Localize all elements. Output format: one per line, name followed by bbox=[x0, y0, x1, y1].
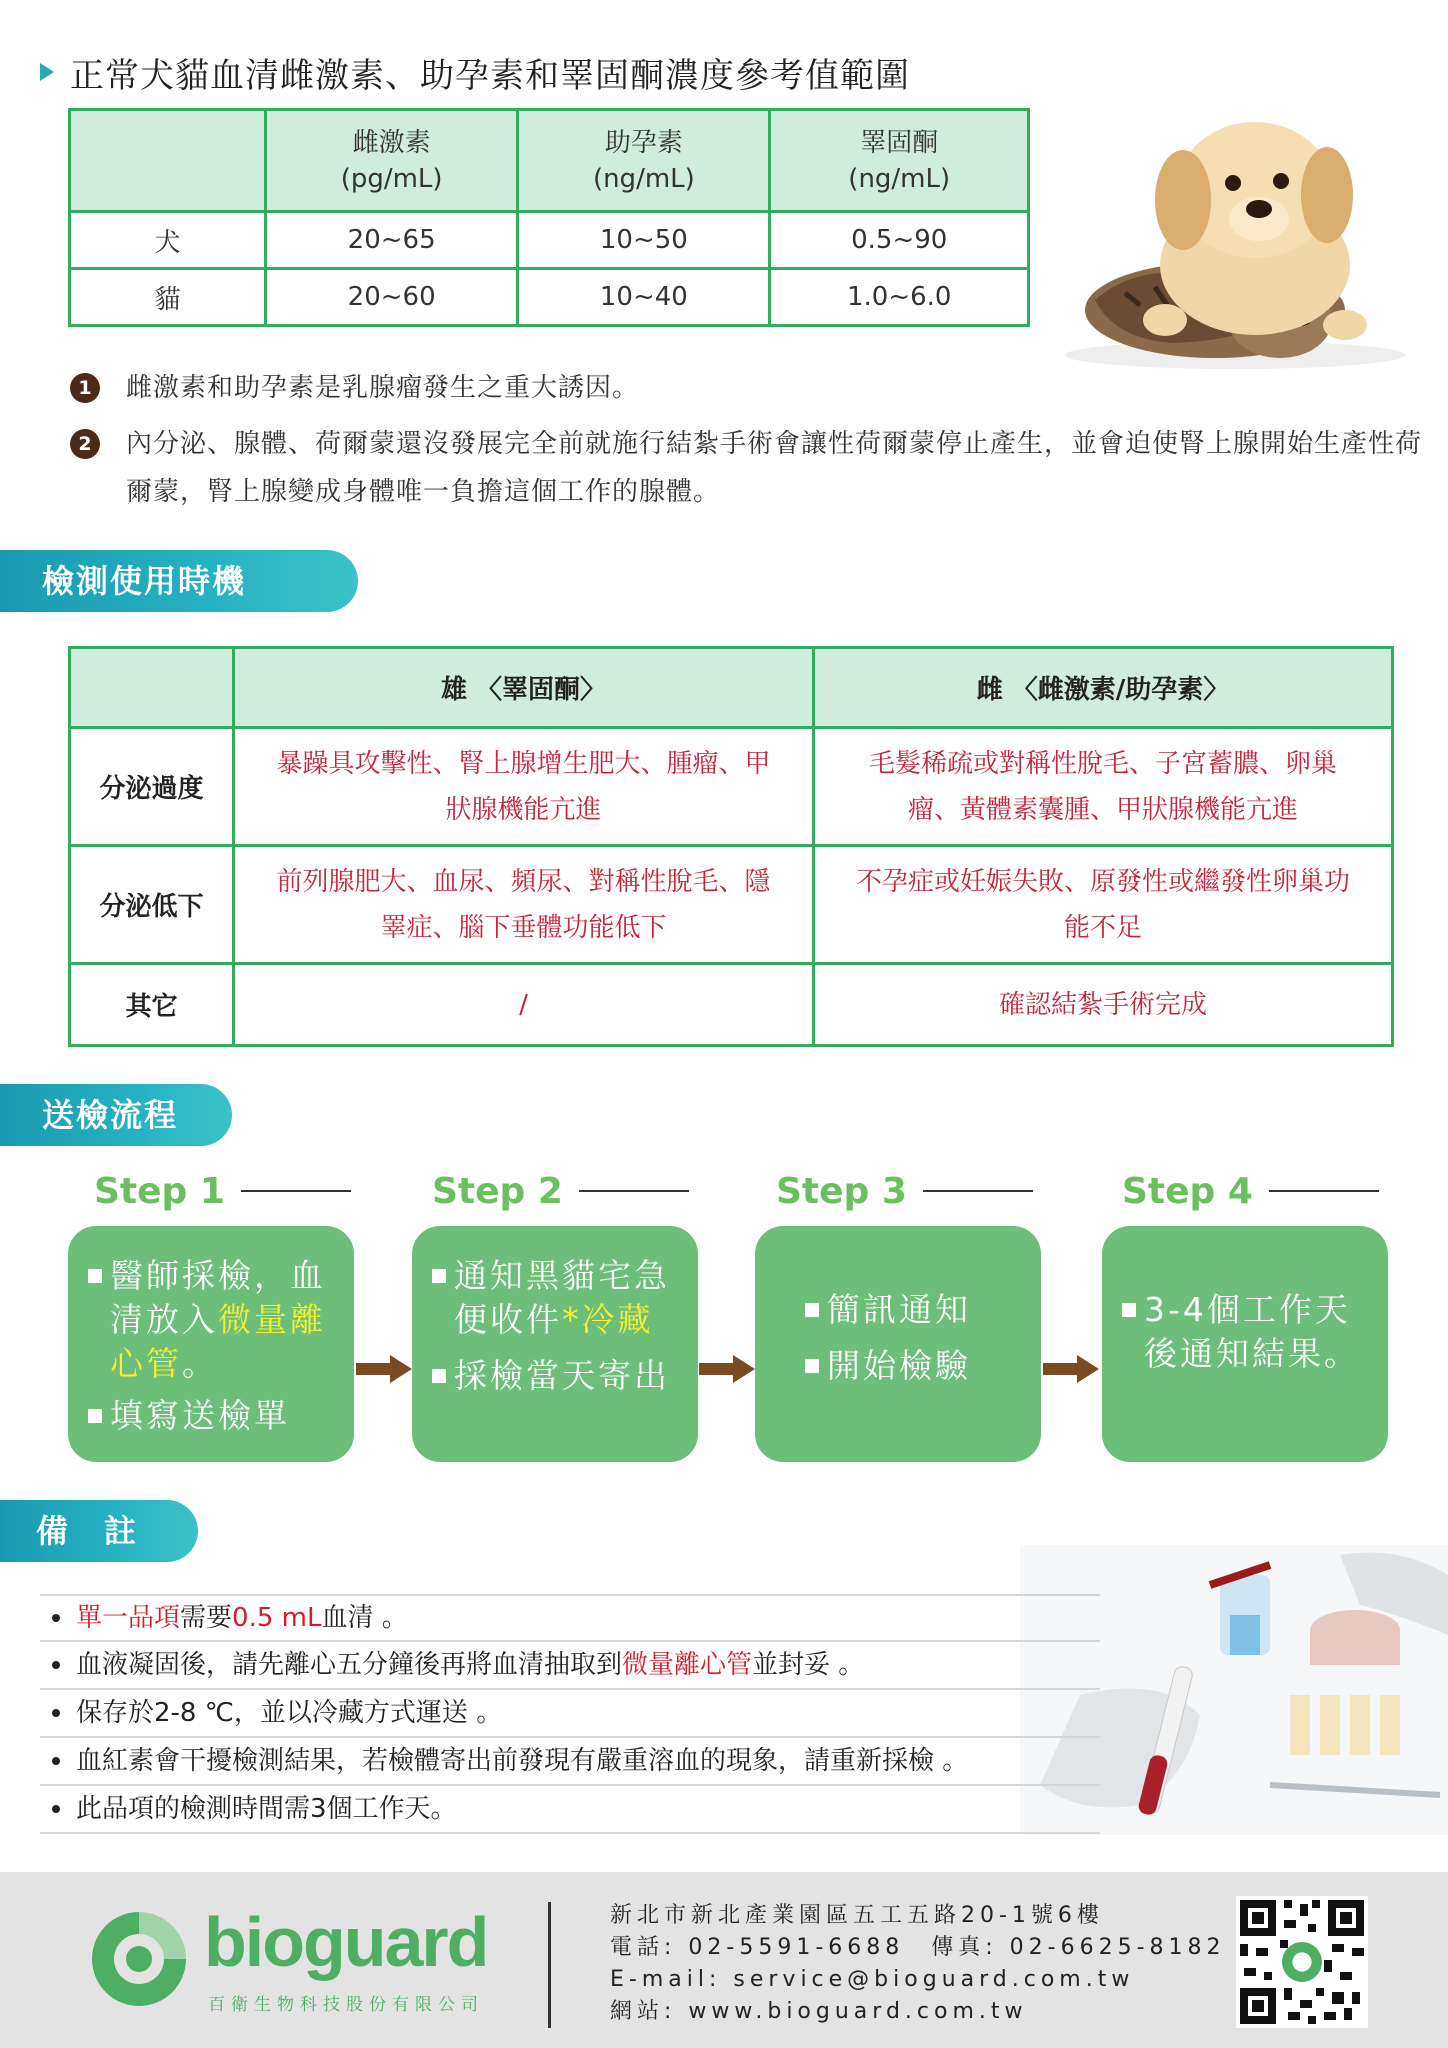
table-cell: 20~65 bbox=[266, 212, 518, 269]
header-progesterone: 助孕素 (ng/mL) bbox=[518, 110, 770, 212]
square-bullet-icon bbox=[805, 1303, 819, 1317]
list-item: 採檢當天寄出 bbox=[432, 1354, 684, 1398]
logo-wordmark: bioguard bbox=[204, 1903, 488, 1981]
header-estrogen: 雌激素 (pg/mL) bbox=[266, 110, 518, 212]
bullet-icon bbox=[52, 1661, 60, 1669]
timing-table-header bbox=[70, 648, 1393, 728]
step-label: Step 4 bbox=[1122, 1170, 1253, 1212]
number-1-icon: 1 bbox=[70, 373, 100, 403]
reference-title-text: 正常犬貓血清雌激素、助孕素和睪固酮濃度參考值範圍 bbox=[70, 55, 910, 96]
arrow-right-icon bbox=[699, 1355, 755, 1383]
arrow-right-icon bbox=[1043, 1355, 1099, 1383]
list-item: 3-4個工作天後通知結果。 bbox=[1122, 1288, 1374, 1376]
section-banner-process: 送檢流程 bbox=[0, 1084, 232, 1146]
list-item: 填寫送檢單 bbox=[88, 1394, 340, 1438]
list-item: 簡訊通知 bbox=[805, 1288, 1027, 1332]
row-label: 其它 bbox=[70, 964, 234, 1046]
row-label-dog: 犬 bbox=[70, 212, 266, 269]
row-label: 分泌過度 bbox=[70, 728, 234, 846]
website-link[interactable]: 網站: www.bioguard.com.tw bbox=[610, 1999, 1028, 2024]
section-banner-timing: 檢測使用時機 bbox=[0, 550, 358, 612]
step-3-box bbox=[755, 1226, 1041, 1462]
step-1-box bbox=[68, 1226, 354, 1462]
number-2-icon: 2 bbox=[70, 429, 100, 459]
step-2-box bbox=[412, 1226, 698, 1462]
company-logo bbox=[84, 1902, 504, 2022]
header-empty-cell bbox=[70, 110, 266, 212]
header-empty-cell bbox=[70, 648, 234, 728]
list-item: 開始檢驗 bbox=[805, 1344, 1027, 1388]
puppy-kitten-photo bbox=[1055, 115, 1415, 375]
table-cell: 20~60 bbox=[266, 269, 518, 326]
step-4-box bbox=[1102, 1226, 1388, 1462]
phone-fax: 電話: 02-5591-6688 傳真: 02-6625-8182 bbox=[610, 1935, 1226, 1960]
timing-table bbox=[68, 646, 1394, 1047]
bullet-icon bbox=[52, 1614, 60, 1622]
table-cell: / bbox=[234, 964, 814, 1046]
qr-code-icon[interactable] bbox=[1236, 1896, 1368, 2028]
step-2-header bbox=[432, 1166, 689, 1216]
section-banner-remarks: 備 註 bbox=[0, 1500, 198, 1562]
table-cell: 前列腺肥大、血尿、頻尿、對稱性脫毛、隱睪症、腦下垂體功能低下 bbox=[234, 846, 814, 964]
footer bbox=[0, 1872, 1448, 2048]
step-label: Step 3 bbox=[776, 1170, 907, 1212]
note-item bbox=[70, 364, 1426, 412]
table-cell: 10~50 bbox=[518, 212, 770, 269]
note-text: 雌激素和助孕素是乳腺瘤發生之重大誘因。 bbox=[126, 373, 640, 403]
table-row bbox=[70, 728, 1393, 846]
note-text: 內分泌、腺體、荷爾蒙還沒發展完全前就施行結紮手術會讓性荷爾蒙停止產生，並會迫使腎上腺開始生產性荷爾蒙，腎上腺變成身體唯一負擔這個工作的腺體。 bbox=[126, 429, 1423, 507]
square-bullet-icon bbox=[805, 1359, 819, 1373]
table-row bbox=[70, 212, 1029, 269]
table-row bbox=[70, 846, 1393, 964]
bullet-icon bbox=[52, 1757, 60, 1765]
step-label: Step 1 bbox=[94, 1170, 225, 1212]
table-cell: 不孕症或妊娠失敗、原發性或繼發性卵巢功能不足 bbox=[814, 846, 1393, 964]
arrow-right-icon bbox=[356, 1355, 412, 1383]
bioguard-swirl-icon bbox=[84, 1904, 194, 2014]
divider bbox=[548, 1902, 551, 2028]
remarks-list bbox=[40, 1594, 1100, 1834]
step-1-header bbox=[94, 1166, 351, 1216]
square-bullet-icon bbox=[432, 1369, 446, 1383]
square-bullet-icon bbox=[1122, 1303, 1136, 1317]
square-bullet-icon bbox=[88, 1269, 102, 1283]
table-cell: 確認結紮手術完成 bbox=[814, 964, 1393, 1046]
table-row bbox=[70, 964, 1393, 1046]
header-male: 雄 〈睪固酮〉 bbox=[234, 648, 814, 728]
table-row bbox=[70, 269, 1029, 326]
reference-table-header bbox=[70, 110, 1029, 212]
step-label: Step 2 bbox=[432, 1170, 563, 1212]
table-cell: 暴躁具攻擊性、腎上腺增生肥大、腫瘤、甲狀腺機能亢進 bbox=[234, 728, 814, 846]
row-label: 分泌低下 bbox=[70, 846, 234, 964]
table-cell: 10~40 bbox=[518, 269, 770, 326]
list-item: 血紅素會干擾檢測結果，若檢體寄出前發現有嚴重溶血的現象，請重新採檢 。 bbox=[40, 1738, 1100, 1786]
row-label-cat: 貓 bbox=[70, 269, 266, 326]
table-cell: 毛髮稀疏或對稱性脫毛、子宮蓄膿、卵巢瘤、黃體素囊腫、甲狀腺機能亢進 bbox=[814, 728, 1393, 846]
divider bbox=[579, 1190, 689, 1192]
header-female: 雌 〈雌激素/助孕素〉 bbox=[814, 648, 1393, 728]
table-cell: 0.5~90 bbox=[770, 212, 1029, 269]
reference-table bbox=[68, 108, 1030, 327]
list-item: 醫師採檢，血清放入微量離心管。 bbox=[88, 1254, 340, 1386]
bullet-icon bbox=[52, 1709, 60, 1717]
list-item: 此品項的檢測時間需3個工作天。 bbox=[40, 1786, 1100, 1834]
divider bbox=[241, 1190, 351, 1192]
list-item: 保存於2-8 ℃，並以冷藏方式運送 。 bbox=[40, 1690, 1100, 1738]
square-bullet-icon bbox=[432, 1269, 446, 1283]
contact-info bbox=[610, 1900, 1226, 2028]
company-name: 百衛生物科技股份有限公司 bbox=[208, 1995, 484, 2015]
step-3-header bbox=[776, 1166, 1033, 1216]
note-item bbox=[70, 420, 1426, 516]
address: 新北市新北產業園區五工五路20-1號6樓 bbox=[610, 1903, 1104, 1928]
divider bbox=[1269, 1190, 1379, 1192]
square-bullet-icon bbox=[88, 1409, 102, 1423]
step-4-header bbox=[1122, 1166, 1379, 1216]
list-item: 血液凝固後，請先離心五分鐘後再將血清抽取到 微量離心管 並封妥 。 bbox=[40, 1642, 1100, 1690]
header-testosterone: 睪固酮 (ng/mL) bbox=[770, 110, 1029, 212]
reference-title bbox=[40, 50, 910, 94]
bullet-icon bbox=[52, 1805, 60, 1813]
table-cell: 1.0~6.0 bbox=[770, 269, 1029, 326]
list-item: 通知黑貓宅急便收件*冷藏 bbox=[432, 1254, 684, 1342]
triangle-bullet-icon bbox=[40, 63, 54, 81]
divider bbox=[923, 1190, 1033, 1192]
email-link[interactable]: E-mail: service@bioguard.com.tw bbox=[610, 1967, 1135, 1992]
list-item: 單一品項 需要 0.5 mL 血清 。 bbox=[40, 1594, 1100, 1642]
